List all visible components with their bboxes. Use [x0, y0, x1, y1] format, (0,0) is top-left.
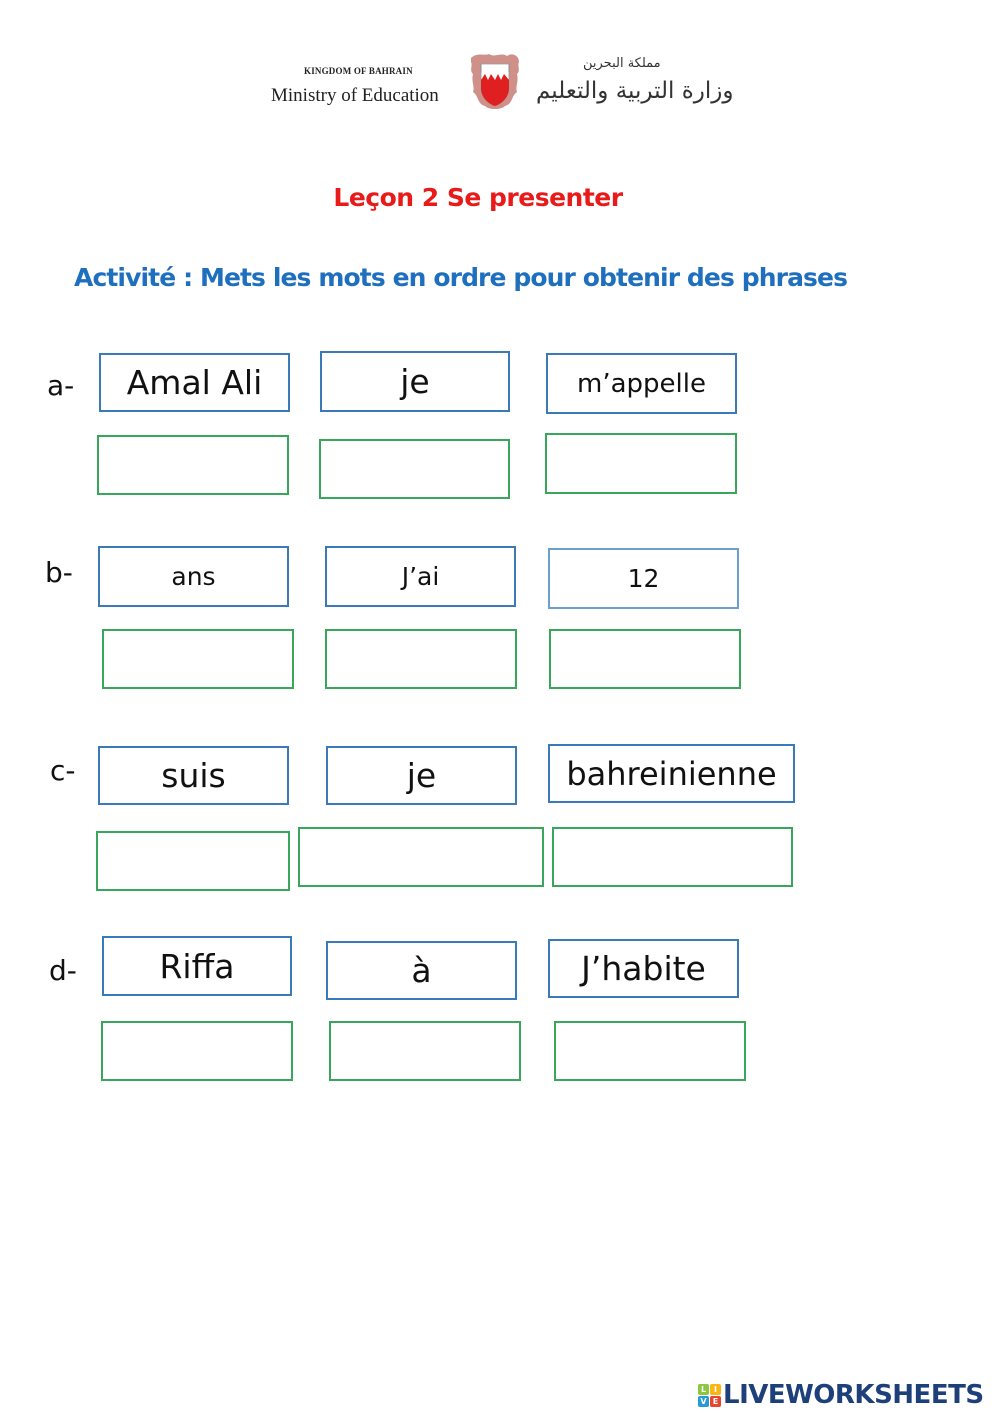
word-tile[interactable]: m’appelle — [546, 353, 737, 414]
badge-letter: I — [710, 1384, 721, 1395]
kingdom-label: KINGDOM OF BAHRAIN — [304, 66, 413, 76]
answer-drop-zone[interactable] — [97, 435, 289, 495]
answer-drop-zone[interactable] — [329, 1021, 521, 1081]
answer-drop-zone[interactable] — [552, 827, 793, 887]
exercise-label-d: d- — [49, 954, 77, 987]
word-tile[interactable]: ans — [98, 546, 289, 607]
arabic-kingdom-label: مملكة البحرين — [583, 56, 661, 71]
word-tile[interactable]: J’habite — [548, 939, 739, 998]
word-tile[interactable]: je — [326, 746, 517, 805]
answer-drop-zone[interactable] — [298, 827, 544, 887]
answer-drop-zone[interactable] — [96, 831, 290, 891]
live-badge-icon — [698, 1384, 721, 1407]
answer-drop-zone[interactable] — [319, 439, 510, 499]
answer-drop-zone[interactable] — [101, 1021, 293, 1081]
word-tile[interactable]: à — [326, 941, 517, 1000]
activity-instruction: Activité : Mets les mots en ordre pour obtenir des phrases — [74, 263, 848, 292]
word-tile[interactable]: 12 — [548, 548, 739, 609]
answer-drop-zone[interactable] — [325, 629, 517, 689]
exercise-label-b: b- — [45, 556, 73, 589]
word-tile[interactable]: suis — [98, 746, 289, 805]
exercise-label-a: a- — [47, 369, 75, 402]
answer-drop-zone[interactable] — [549, 629, 741, 689]
ministry-label: Ministry of Education — [271, 85, 439, 106]
word-tile[interactable]: J’ai — [325, 546, 516, 607]
badge-letter: V — [698, 1396, 709, 1407]
answer-drop-zone[interactable] — [545, 433, 737, 494]
bahrain-coat-of-arms-icon — [467, 52, 523, 114]
liveworksheets-logo — [698, 1380, 984, 1410]
liveworksheets-wordmark: LIVEWORKSHEETS — [723, 1380, 984, 1410]
badge-letter: L — [698, 1384, 709, 1395]
lesson-title: Leçon 2 Se presenter — [333, 183, 623, 212]
answer-drop-zone[interactable] — [554, 1021, 746, 1081]
answer-drop-zone[interactable] — [102, 629, 294, 689]
word-tile[interactable]: bahreinienne — [548, 744, 795, 803]
exercise-label-c: c- — [50, 754, 76, 787]
arabic-ministry-label: وزارة التربية والتعليم — [536, 78, 734, 104]
badge-letter: E — [710, 1396, 721, 1407]
word-tile[interactable]: Riffa — [102, 936, 292, 996]
word-tile[interactable]: Amal Ali — [99, 353, 290, 412]
word-tile[interactable]: je — [320, 351, 510, 412]
